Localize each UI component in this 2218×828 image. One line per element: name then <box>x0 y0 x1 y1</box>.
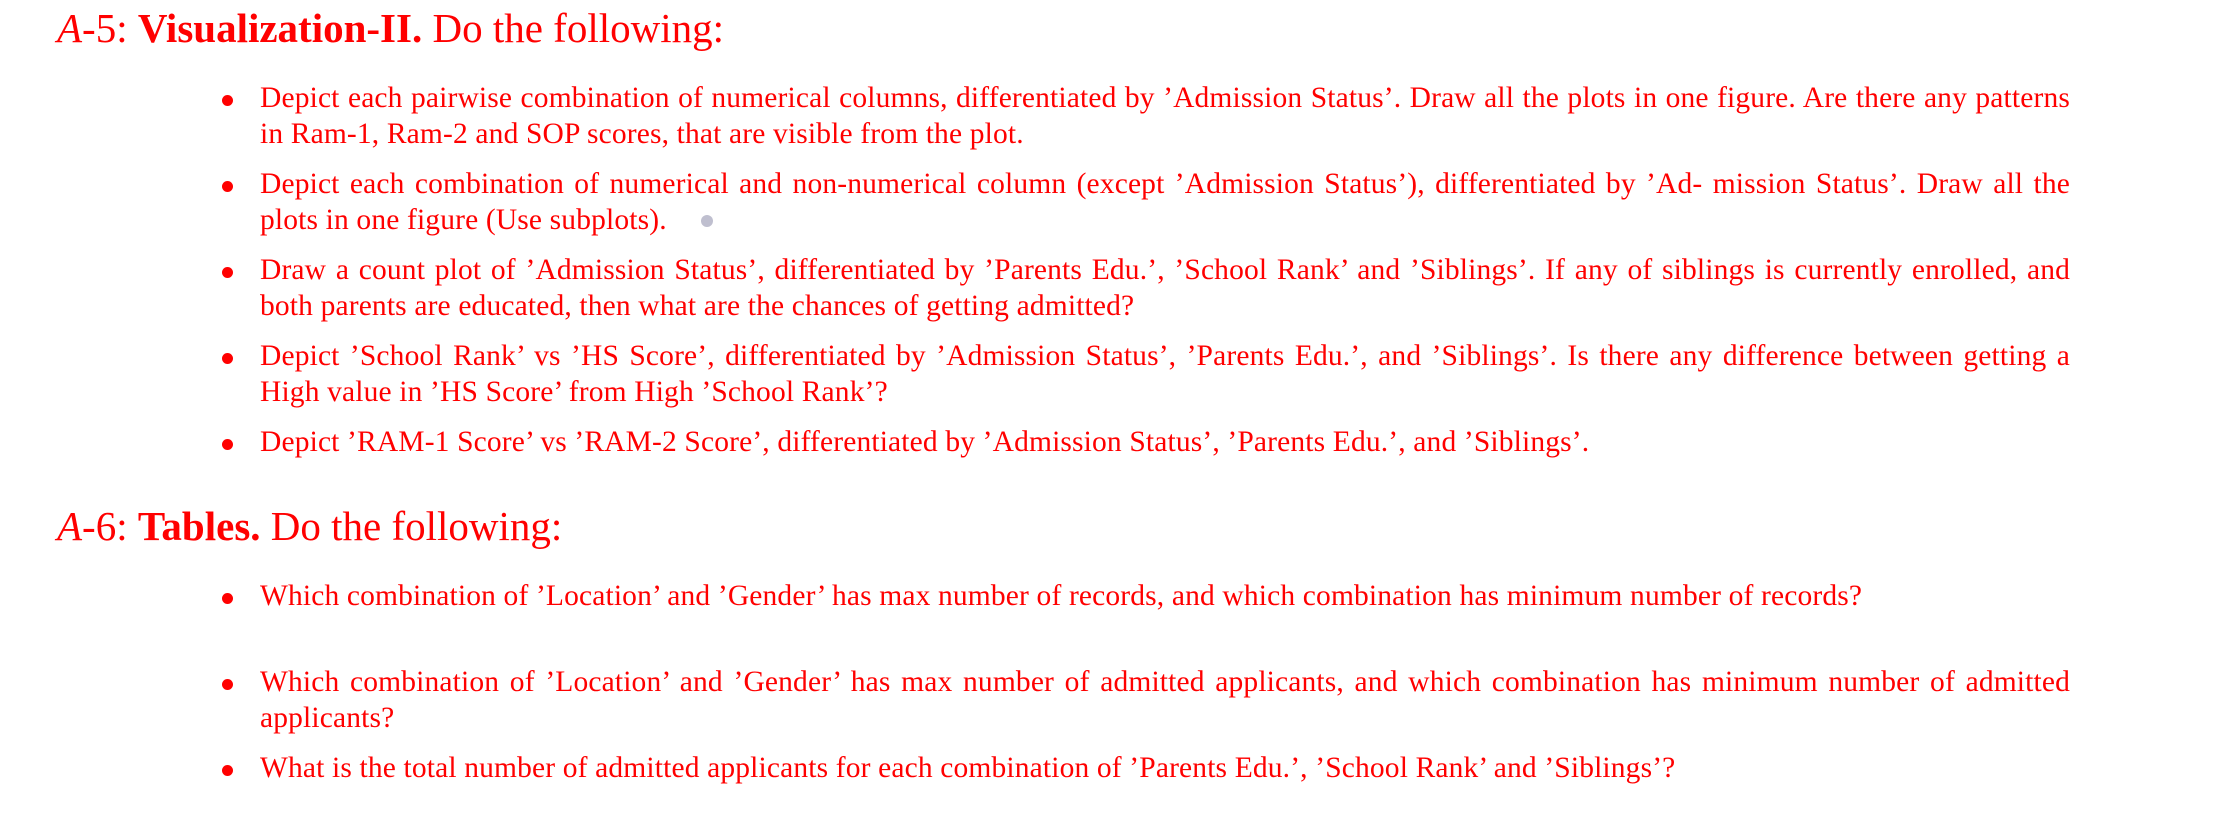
list-item-text: What is the total number of admitted applicants for each combination of ’Parents Edu.’, ’School Rank’ and ’Siblings’? <box>260 752 1676 784</box>
bullet-dot-icon <box>222 679 233 690</box>
section-id-number: -5: <box>82 5 128 51</box>
section-id-number: -6: <box>82 503 128 549</box>
bullet-dot-icon <box>222 439 233 450</box>
list-item-text: Depict each combination of numerical and non-numerical column (except ’Admission Status’), differentiated by ’Ad- mission Status’. Draw all the plots in one figure (Use subplots). <box>260 168 2070 236</box>
bullet-dot-icon <box>222 95 233 106</box>
bullet-dot-icon <box>222 181 233 192</box>
mouse-cursor-icon <box>701 215 713 227</box>
list-item-text: Draw a count plot of ’Admission Status’, differentiated by ’Parents Edu.’, ’School Rank’ and ’Siblings’. If any of siblings is currently enrolled, and both parents are educated, then what are the chances of getting admitted? <box>260 254 2070 322</box>
section-id-letter: A <box>57 503 83 549</box>
bullet-dot-icon <box>222 765 233 776</box>
list-item-text: Depict each pairwise combination of numerical columns, differentiated by ’Admission Status’. Draw all the plots in one figure. Are there any patterns in Ram-1, Ram-2 and SOP scores, that are visible from the plot. <box>260 82 2070 150</box>
section-intro: Do the following: <box>432 5 725 51</box>
section-title: Tables. <box>137 503 261 549</box>
section-heading <box>57 500 562 552</box>
bullet-dot-icon <box>222 353 233 364</box>
section-id-letter: A <box>57 5 83 51</box>
list-item-text: Depict ’School Rank’ vs ’HS Score’, differentiated by ’Admission Status’, ’Parents Edu.’, and ’Siblings’. Is there any difference between getting a High value in ’HS Score’ from High ’School Rank’? <box>260 340 2070 408</box>
section-heading <box>57 2 724 54</box>
section-intro: Do the following: <box>270 503 563 549</box>
list-item-text: Which combination of ’Location’ and ’Gender’ has max number of records, and which combination has minimum number of records? <box>260 580 1863 612</box>
list-item-text: Depict ’RAM-1 Score’ vs ’RAM-2 Score’, differentiated by ’Admission Status’, ’Parents Edu.’, and ’Siblings’. <box>260 426 1590 458</box>
bullet-dot-icon <box>222 267 233 278</box>
list-item-text: Which combination of ’Location’ and ’Gender’ has max number of admitted applicants, and which combination has minimum number of admitted applicants? <box>260 666 2070 734</box>
bullet-dot-icon <box>222 593 233 604</box>
section-title: Visualization-II. <box>137 5 423 51</box>
